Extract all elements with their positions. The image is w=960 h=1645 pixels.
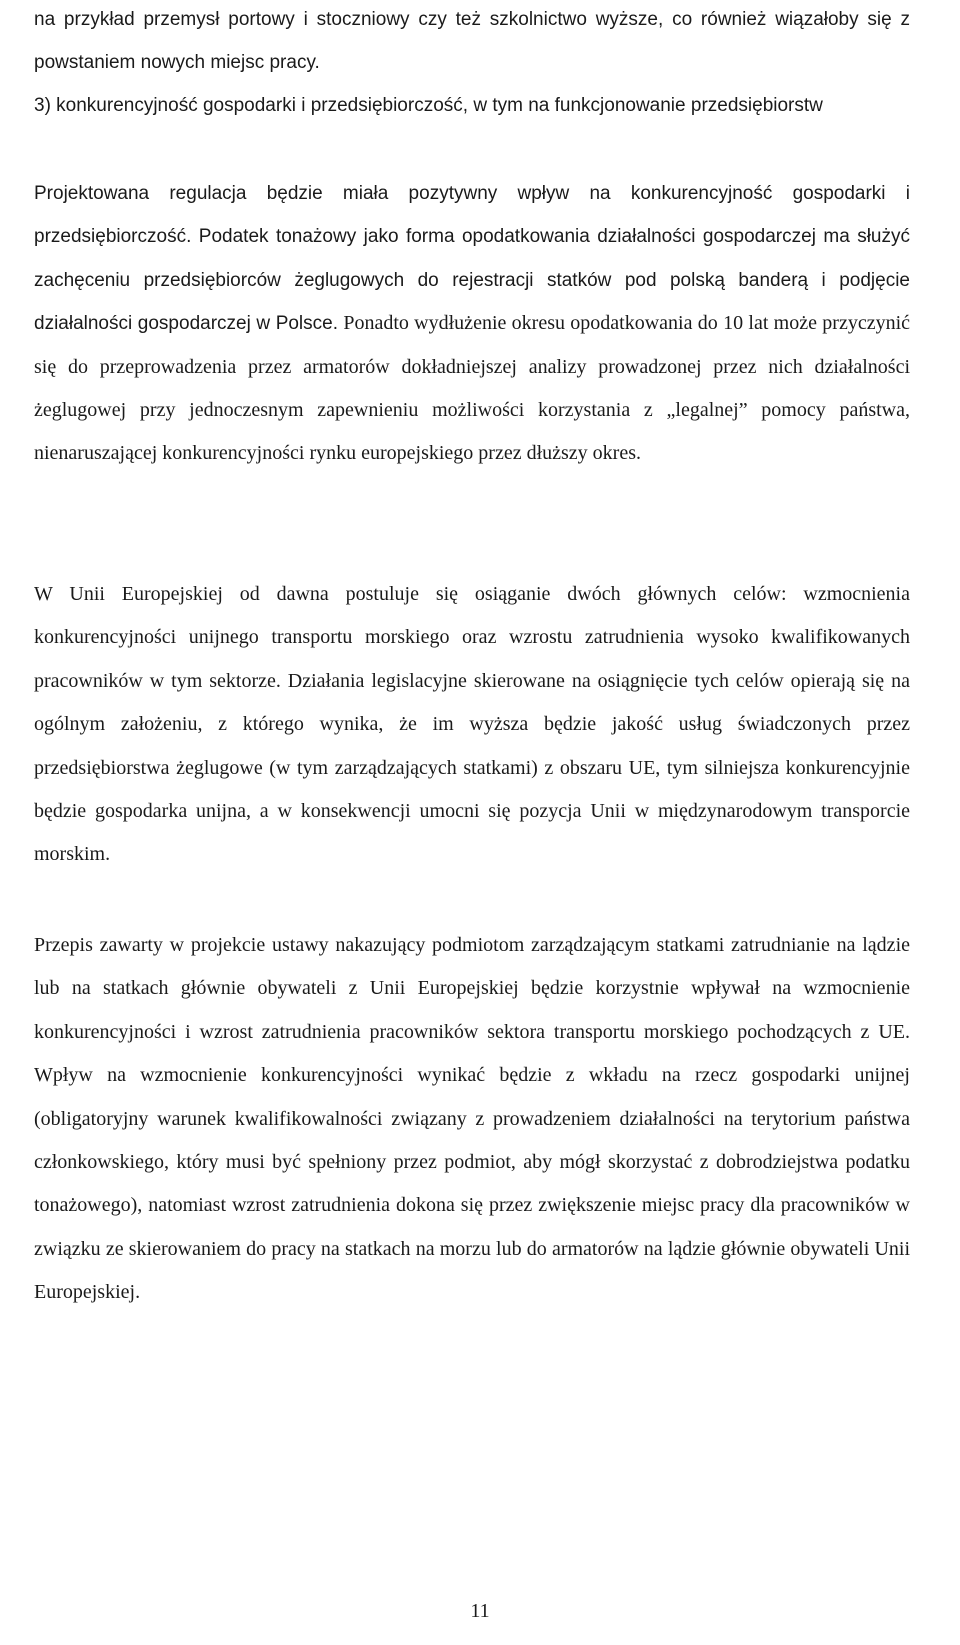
page-number: 11 [470, 1600, 490, 1622]
item-3-heading: 3) konkurencyjność gospodarki i przedsiębiorczość, w tym na funkcjonowanie przedsiębiorstw [34, 95, 823, 116]
competitiveness-serif-text: Ponadto wydłużenie okresu opodatkowania do 10 lat może przyczynić się do przeprowadzenia przez armatorów dokładniejszej analizy prowadzonej przez nich działalności żeglugowej przy jednoczesnym zapewnieniu możliwości korzystania z „legalnej” pomocy państwa, nienaruszającej konkurencyjności rynku europejskiego przez dłuższy okres. [34, 312, 911, 465]
employment-provision-paragraph: Przepis zawarty w projekcie ustawy nakazujący podmiotom zarządzającym statkami zatrudnianie na lądzie lub na statkach głównie obywateli z Unii Europejskiej będzie korzystnie wpływał na wzmocnienie konkurencyjności i wzrost zatrudnienia pracowników sektora transportu morskiego pochodzących z UE. Wpływ na wzmocnienie konkurencyjności wynikać będzie z wkładu na rzecz gospodarki unijnej (obligatoryjny warunek kwalifikowalności związany z prowadzeniem działalności na terytorium państwa członkowskiego, który musi być spełniony przez podmiot, aby mógł skorzystać z dobrodziejstwa podatku tonażowego), natomiast wzrost zatrudnienia dokona się przez zwiększenie miejsc pracy dla pracowników w związku ze skierowaniem do pracy na statkach na morzu lub do armatorów na lądzie głównie obywateli Unii Europejskiej. [34, 934, 910, 1304]
competitiveness-sans-text: Projektowana regulacja będzie miała pozytywny wpływ na konkurencyjność gospodarki i przedsiębiorczość. Podatek tonażowy jako forma opodatkowania działalności gospodarczej ma służyć zachęceniu przedsiębiorców żeglugowych do rejestracji statków pod polską banderą i podjęcie działalności gospodarczej w Polsce. [34, 183, 910, 335]
intro-continuation-paragraph: na przykład przemysł portowy i stoczniowy czy też szkolnictwo wyższe, co również wiązałoby się z powstaniem nowych miejsc pracy. [34, 9, 910, 74]
competitiveness-paragraph [34, 172, 910, 476]
eu-goals-paragraph: W Unii Europejskiej od dawna postuluje się osiąganie dwóch głównych celów: wzmocnienia konkurencyjności unijnego transportu morskiego oraz wzrostu zatrudnienia wysoko kwalifikowanych pracowników w tym sektorze. Działania legislacyjne skierowane na osiągnięcie tych celów opierają się na ogólnym założeniu, z którego wynika, że im wyższa będzie jakość usług świadczonych przez przedsiębiorstwa żeglugowe (w tym zarządzających statkami) z obszaru UE, tym silniejsza konkurencyjnie będzie gospodarka unijna, a w konsekwencji umocni się pozycja Unii w międzynarodowym transporcie morskim. [34, 583, 910, 866]
